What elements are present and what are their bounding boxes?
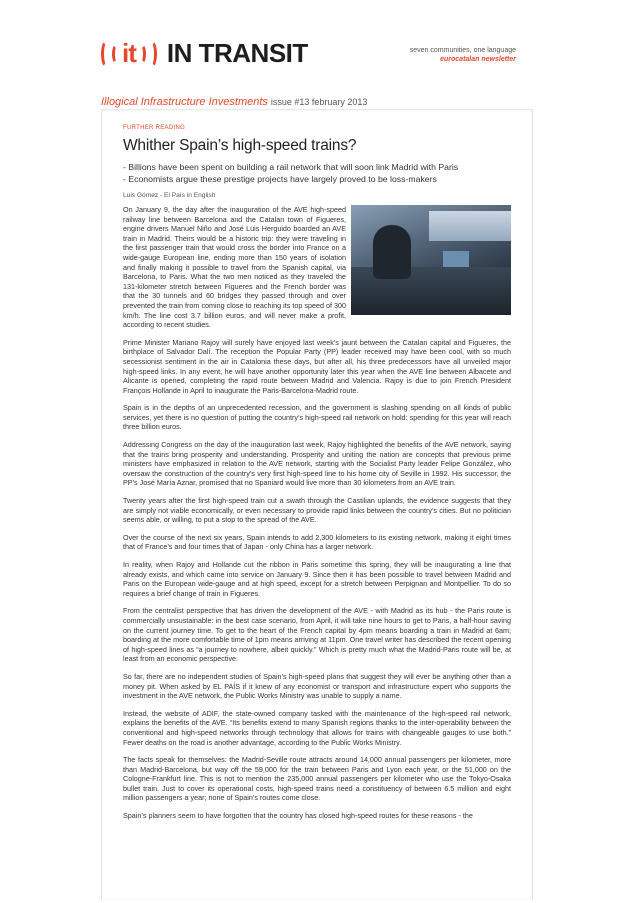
series-title: Illogical Infrastructure Investments xyxy=(101,96,268,108)
paragraph: Prime Minister Mariano Rajoy will surely have enjoyed last week’s jaunt between the Catalan capital and Figueres, the birthplace of Salvador Dalí. The reception the Popular Party (PP) leader received may have been cool, with so much secessionist sentiment in the air in Catalonia these days, but after all, his three predecessors have all unveiled major high-speed links. In any event, he will have another opportunity later this year when the AVE line between Albacete and Alicante is opened, completing the rapid route between Madrid and Valencia. Rajoy is due to join French President François Hollande in April to inaugurate the Paris-Barcelona-Madrid route. xyxy=(123,337,511,395)
kicker: FURTHER READING xyxy=(123,125,186,131)
logo xyxy=(101,38,308,69)
paragraph: The facts speak for themselves: the Madrid-Seville route attracts around 14,000 annual passengers per kilometer, more than Madrid-Barcelona, but way off the 59,000 for the train between Paris and Lyon each year, or the 51,000 on the Cologne-Frankfurt line. This is not to mention the 235,000 annual passengers per kilometer who use the Tokyo-Osaka bullet train. Just to cover its operational costs, high-speed trains need a constituency of between 6.5 million and eight million passengers a year; none of Spain’s routes come close. xyxy=(123,755,511,803)
byline: Luis Gómez - El País in English xyxy=(123,192,216,199)
broadcast-logo-icon xyxy=(101,38,157,69)
paragraph: Instead, the website of ADIF, the state-owned company tasked with the maintenance of the high-speed rail network, explains the benefits of the AVE. “Its benefits extend to many Spanish regions thanks to the inter-operability between the conventional and high-speed networks through technology that allows for trains with changeable gauges to use both.” Fewer deaths on the road is another advantage, according to the Public Works Ministry. xyxy=(123,708,511,747)
article-content xyxy=(123,125,511,829)
lead-paragraph-wrap xyxy=(123,205,511,338)
paragraph: Spain is in the depths of an unprecedented recession, and the government is slashing spending on all kinds of public services, yet there is no question of putting the country’s high-speed rail network on hold: spending for this year will reach three billion euros. xyxy=(123,403,511,432)
paragraph: Twenty years after the first high-speed train cut a swath through the Castilian uplands, the evidence suggests that they are simply not viable economically, or even necessary to provide rapid links between the country’s cities. But no politician seems able, or willing, to put a stop to the spread of the AVE. xyxy=(123,496,511,525)
paragraph: On January 9, the day after the inauguration of the AVE high-speed railway line between Barcelona and the Catalan town of Figueres, engine drivers Manuel Niño and José Luis Herguido boarded an AVE train in Madrid. Theirs would be a historic trip: they were traveling in the first passenger train that would cross the border into France on a wide-gauge European line, ending more than 150 years of isolation and finally making it possible to travel from the Spanish capital, via Barcelona, to Paris. What the two men noticed as they traveled the 131-kilometer stretch between Figueres and the French border was that the 30 tunnels and 60 bridges they passed through and over prevented the train from coming close to reaching its top speed of 300 km/h. The line cost 3.7 billion euros, and will never make a profit, according to recent studies. xyxy=(123,205,346,330)
paragraph: Spain’s planners seem to have forgotten that the country has closed high-speed routes for these reasons - the xyxy=(123,811,473,821)
logo-it-text: it xyxy=(122,38,136,68)
deck xyxy=(123,161,511,185)
article-panel xyxy=(101,109,533,900)
issue-label: issue #13 february 2013 xyxy=(270,97,368,107)
paragraph: From the centralist perspective that has driven the development of the AVE - with Madrid as its hub - the Paris route is commercially unsustainable: in the best case scenario, from April, it will take nine hours to get to Paris, a half-hour saving on the current journey time. To get to the heart of the French capital by 4pm means boarding a train in Madrid at 6am; boarding at the more comfortable time of 1pm means arriving at 11pm. One travel writer has described the recent opening of high-speed lines as “a journey to nowhere, albeit quickly.” Which is pretty much what the Madrid-Paris route will be, at least from an economic perspective. xyxy=(123,606,511,664)
brand-name: IN TRANSIT xyxy=(166,38,308,68)
deck-line-1: - Billions have been spent on building a rail network that will soon link Madrid with Paris xyxy=(123,162,459,172)
masthead xyxy=(0,0,638,90)
paragraph: Over the course of the next six years, Spain intends to add 2,300 kilometers to its existing network, making it eight times that of France’s and four times that of Japan - only China has a larger network. xyxy=(123,532,511,552)
tagline xyxy=(410,46,516,64)
article-body xyxy=(123,205,511,821)
tagline-newsletter: eurocatalan newsletter xyxy=(440,56,516,63)
train-cab-photo xyxy=(351,205,511,315)
paragraph: In reality, when Rajoy and Hollande cut the ribbon in Paris sometime this spring, they will be inaugurating a line that already exists, and which came into service on January 9. Since then it has been possible to travel between Madrid and Paris on the European wide-gauge and at high speed, except for a stretch between Perpignan and Montpellier. To do so requires a brief change of train in Figueres. xyxy=(123,560,511,598)
series-header xyxy=(101,96,367,108)
paragraph: Addressing Congress on the day of the inauguration last week, Rajoy highlighted the benefits of the AVE network, saying that the trains bring prosperity and understanding. Prosperity and uniting the nation are concepts that previous prime ministers have emphasized in relation to the AVE network, starting with the Socialist Party leader Felipe González, who oversaw the construction of the country’s very first high-speed line to his home city of Seville in 1992. His successor, the PP’s José María Aznar, promised that no Spaniard would live more than 30 kilometers from an AVE train. xyxy=(123,440,511,488)
paragraph: So far, there are no independent studies of Spain’s high-speed plans that suggest they will ever be anything other than a money pit. When asked by EL PAÍS if it knew of any economist or transport and infrastructure expert who supports the investment in the AVE network, the Public Works Ministry was unable to supply a name. xyxy=(123,671,511,701)
headline: Whither Spain’s high-speed trains? xyxy=(123,137,357,154)
deck-line-2: - Economists argue these prestige projects have largely proved to be loss-makers xyxy=(123,174,437,184)
tagline-communities: seven communities, one language xyxy=(409,47,516,54)
